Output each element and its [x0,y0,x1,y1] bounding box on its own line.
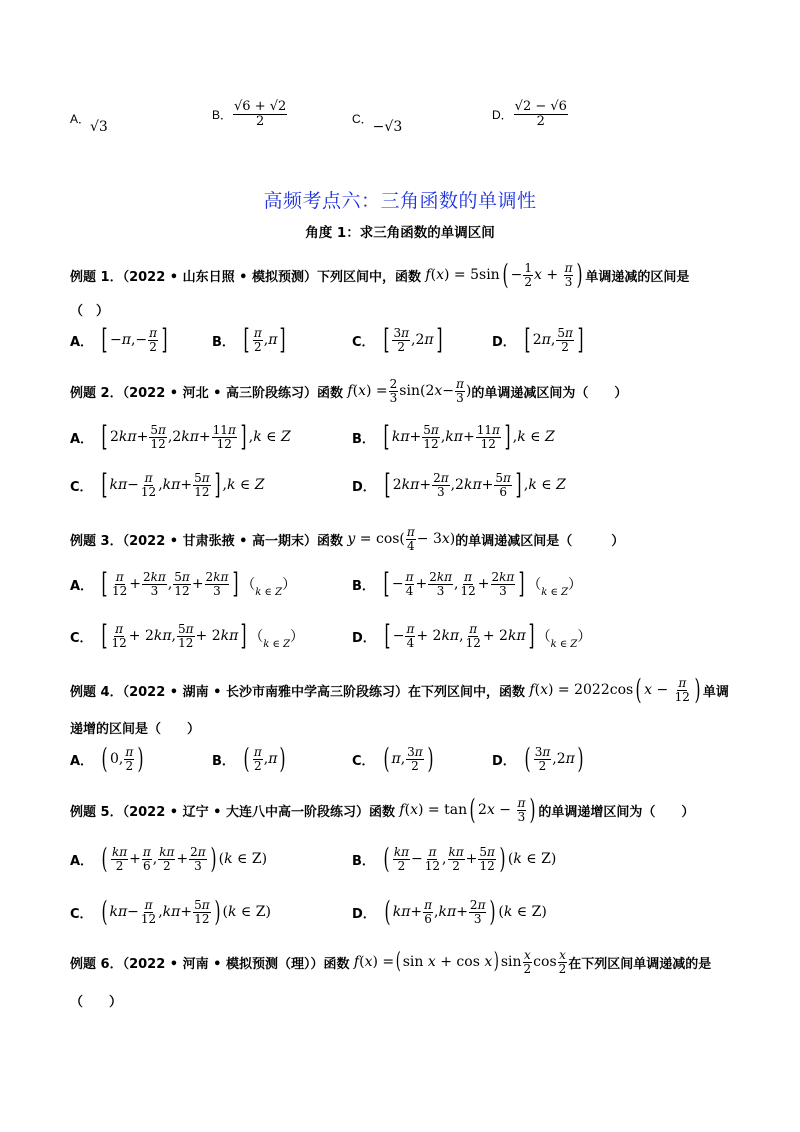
q3-option-b: B． [ − $\frac{\pi}{4}$ + $\frac{2k\pi}{3}$ , $\frac{\pi}{12}$ + $\frac{2k\pi}{3}$ ] （ k ∈ Z ） [352,567,583,600]
formula: f ( x ) = $\frac{2}{3}$ sin(2 x − $\frac{\pi}{3}$ ) [342,377,472,405]
question-4: 例题 4．（2022 • 湖南 • 长沙市南雅中学高三阶段练习）在下列区间中，函数 f ( x ) = 2022cos ( x − $\frac{\pi}{12}$ ) 单调 [70,673,729,706]
q4-option-b: B． ( $\frac{\pi}{2}$ , π ) [212,742,286,775]
question-2: 例题 2．（2022 • 河北 • 高三阶段练习）函数 f ( x ) = $\frac{2}{3}$ sin(2 x − $\frac{\pi}{3}$ ) 的单调递减区间为（ ） [70,377,628,405]
q1-option-a: A． [ − π ,− $\frac{\pi}{2}$ ] [70,323,168,356]
q4-option-a: A． ( 0, $\frac{\pi}{2}$ ) [70,742,144,775]
question-6: 例题 6．（2022 • 河南 • 模拟预测（理））函数 f ( x ) = ( sin x + cos x ) sin $\frac{x}{2}$ cos $\frac{x}{2}$ 在下列区间单调递减的是 [70,948,712,976]
q5-option-c: C． ( kπ − $\frac{\pi}{12}$ , kπ + $\frac{5\pi}{12}$ ) ( k ∈ Z) [70,895,271,928]
q5-option-d: D． ( kπ + $\frac{\pi}{6}$ , kπ + $\frac{2\pi}{3}$ ) ( k ∈ Z) [352,895,547,928]
q5-option-a: A． ( $\frac{k\pi}{2}$ + $\frac{\pi}{6}$ , $\frac{k\pi}{2}$ + $\frac{2\pi}{3}$ ) ( k ∈ Z) [70,842,268,875]
q2-option-d: D． [ 2 kπ + $\frac{2\pi}{3}$ ,2 kπ + $\frac{5\pi}{6}$ ] , k ∈ Z [352,468,566,501]
q2-option-c: C． [ kπ − $\frac{\pi}{12}$ , kπ + $\frac{5\pi}{12}$ ] , k ∈ Z [70,468,265,501]
option-fraction: $\frac{√2 - √6}{2}$ [514,99,567,129]
question-1: 例题 1．（2022 • 山东日照 • 模拟预测）下列区间中，函数 f ( x ) = 5sin ( − $\frac{1}{2}$ x + $\frac{\pi}{3}$ ) 单调递减的区间是 [70,258,690,291]
question-3: 例题 3．（2022 • 甘肃张掖 • 高一期末）函数 y = cos( $\frac{\pi}{4}$ − 3 x ) 的单调递减区间是（ ） [70,525,625,553]
q4-option-c: C． ( π , $\frac{3\pi}{2}$ ) [352,742,434,775]
top-option-c: C． −√3 [352,112,403,135]
q3-option-d: D． [ − $\frac{\pi}{4}$ + 2 kπ , $\frac{\pi}{12}$ + 2 kπ ] （ k ∈ Z ） [352,619,592,652]
q1-option-b: B． [ $\frac{\pi}{2}$ , π ] [212,323,286,356]
formula: f ( x ) = 2022cos ( x − $\frac{\pi}{12}$ ) [524,673,701,706]
formula: y = cos( $\frac{\pi}{4}$ − 3 x ) [342,525,456,553]
q3-option-a: A． [ $\frac{\pi}{12}$ + $\frac{2k\pi}{3}$ , $\frac{5\pi}{12}$ + $\frac{2k\pi}{3}$ ] （ k ∈ Z ） [70,567,297,600]
q3-option-c: C． [ $\frac{\pi}{12}$ + 2 kπ , $\frac{5\pi}{12}$ + 2 kπ ] （ k ∈ Z ） [70,619,305,652]
q1-option-c: C． [ $\frac{3\pi}{2}$ ,2 π ] [352,323,443,356]
q2-option-a: A． [ 2 kπ + $\frac{5\pi}{12}$ ,2 kπ + $\frac{11\pi}{12}$ ] , k ∈ Z [70,420,291,453]
formula: f ( x ) = ( sin x + cos x ) sin $\frac{x}{2}$ cos $\frac{x}{2}$ [349,948,567,976]
section-title: 高频考点六：三角函数的单调性 [263,190,537,212]
question-4-line2: 递增的区间是（ ） [70,722,201,737]
top-option-a: A． √3 [70,112,108,135]
top-option-b: B． $\frac{√6 + √2}{2}$ [212,99,287,129]
question-1-paren: （ ） [70,304,110,319]
formula: f ( x ) = tan ( 2 x − $\frac{\pi}{3}$ ) [394,793,536,826]
q2-option-b: B． [ kπ + $\frac{5\pi}{12}$ , kπ + $\frac{11\pi}{12}$ ] , k ∈ Z [352,420,555,453]
question-6-paren: （ ） [70,995,123,1010]
top-option-d: D． $\frac{√2 - √6}{2}$ [492,99,567,129]
q1-option-d: D． [ 2 π , $\frac{5\pi}{2}$ ] [492,323,584,356]
option-expr: −√3 [372,118,403,135]
question-5: 例题 5．（2022 • 辽宁 • 大连八中高一阶段练习）函数 f ( x ) = tan ( 2 x − $\frac{\pi}{3}$ ) 的单调递增区间为（ ） [70,793,695,826]
q4-option-d: D． ( $\frac{3\pi}{2}$ ,2 π ) [492,742,584,775]
option-expr: √3 [90,118,108,135]
formula: f ( x ) = 5sin ( − $\frac{1}{2}$ x + $\frac{\pi}{3}$ ) [420,258,583,291]
subsection-title: 角度 1：求三角函数的单调区间 [305,225,495,241]
option-fraction: $\frac{√6 + √2}{2}$ [234,99,287,129]
q5-option-b: B． ( $\frac{k\pi}{2}$ − $\frac{\pi}{12}$ , $\frac{k\pi}{2}$ + $\frac{5\pi}{12}$ ) ( k ∈ Z) [352,842,557,875]
